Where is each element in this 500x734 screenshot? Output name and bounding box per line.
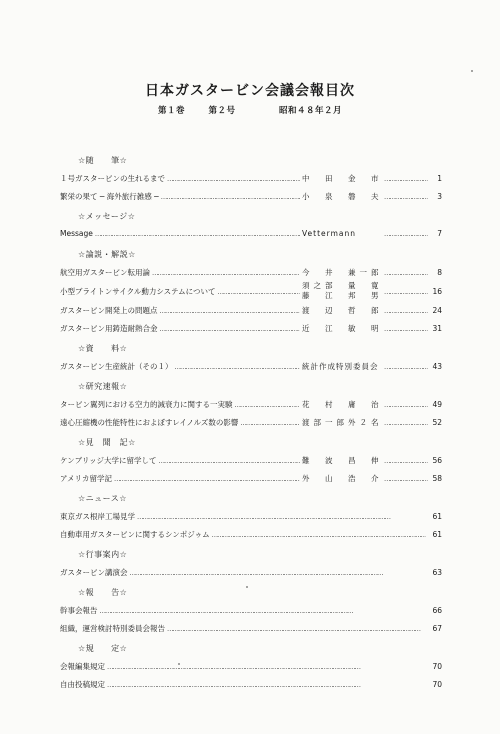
toc-entry: [56, 605, 442, 616]
page-title: 日本ガスタービン会議会報目次: [145, 83, 355, 99]
entry-author: 近 江 敏 明: [302, 324, 383, 333]
entry-author: [302, 281, 384, 301]
toc-entry: [56, 679, 442, 690]
entry-title: 航空用ガスタービン転用論: [60, 268, 150, 277]
entry-title: 自由投稿規定: [60, 680, 105, 689]
section-heading: ☆随 筆☆: [78, 156, 128, 165]
leader-dots: [159, 456, 300, 465]
toc-entry: [56, 229, 442, 238]
toc-entry: [56, 473, 442, 484]
leader-dots: [384, 229, 428, 238]
entry-title: ケンブリッジ大学に留学して: [60, 456, 157, 465]
entry-title: 小型ブライトンサイクル動力システムについて: [60, 286, 216, 296]
section-heading: ☆論説・解説☆: [78, 250, 136, 259]
entry-title: 会報編集規定: [60, 662, 105, 671]
leader-dots: [152, 268, 300, 277]
toc-entry: [56, 529, 442, 540]
leader-dots: [384, 268, 428, 277]
entry-author: 中 田 金 市: [302, 174, 383, 183]
entry-page-number: 3: [437, 192, 442, 201]
entry-title: タービン翼列における空力的減衰力に関する一実験: [60, 400, 233, 409]
entry-page-number: 66: [432, 606, 442, 615]
section-heading: ☆メッセージ☆: [78, 212, 136, 221]
entry-page-number: 70: [432, 662, 442, 671]
leader-dots: [114, 474, 300, 483]
entry-page-number: 63: [432, 568, 442, 577]
issue-info: [0, 104, 500, 116]
entry-page-number: 31: [432, 324, 442, 333]
toc-entry: [56, 399, 442, 410]
entry-title: 繁栄の果て ─ 海外旅行雑感 ─: [60, 192, 159, 201]
leader-dots: [384, 174, 428, 183]
entry-author-2: 藤 江 邦 男: [302, 291, 383, 300]
leader-dots: [160, 324, 301, 333]
entry-page-number: 56: [432, 456, 442, 465]
issue-date: 昭和４８年２月: [278, 106, 342, 116]
entry-page-number: 67: [432, 624, 442, 633]
leader-dots: [95, 229, 300, 238]
toc-entry: [56, 305, 442, 316]
issue-number: 第２号: [208, 106, 236, 116]
entry-title: ガスタービン開発上の問題点: [60, 306, 158, 315]
entry-page-number: 1: [437, 174, 442, 183]
toc-entry: [56, 361, 442, 372]
entry-author: Vettermann: [302, 229, 357, 238]
leader-dots: [100, 606, 427, 615]
leader-dots: [212, 530, 426, 539]
speck-mark: [246, 586, 248, 588]
entry-page-number: 8: [437, 268, 442, 277]
entry-page-number: 61: [432, 530, 442, 539]
toc-entry: [56, 661, 442, 672]
toc-entry: [56, 191, 442, 202]
leader-dots: [384, 287, 428, 296]
leader-dots: [384, 400, 428, 409]
section-heading: ☆ニュース☆: [78, 494, 127, 503]
toc-entry: [56, 455, 442, 466]
entry-title: １号ガスタービンの生れるまで: [60, 174, 165, 183]
section-heading: ☆行事案内☆: [78, 550, 128, 559]
entry-author: 小 泉 磐 夫: [302, 192, 383, 201]
entry-page-number: 61: [432, 512, 442, 521]
entry-title: ガスタービン用鋳造耐熱合金: [60, 324, 158, 333]
entry-title: アメリカ留学記: [60, 474, 112, 483]
entry-author: 今 井 兼一郎: [302, 268, 383, 277]
leader-dots: [384, 474, 428, 483]
speck-mark: [471, 70, 473, 72]
leader-dots: [240, 418, 300, 427]
entry-page-number: 49: [432, 400, 442, 409]
leader-dots: [161, 192, 300, 201]
leader-dots: [384, 362, 428, 371]
entry-page-number: 16: [432, 286, 442, 296]
entry-author: 難 波 昌 伸: [302, 456, 383, 465]
entry-page-number: 58: [432, 474, 442, 483]
leader-dots: [107, 662, 426, 671]
entry-page-number: 52: [432, 418, 442, 427]
entry-title: 東京ガス根岸工場見学: [60, 512, 135, 521]
leader-dots: [160, 306, 301, 315]
toc-entry: [56, 511, 442, 522]
section-heading: ☆見 聞 記☆: [78, 438, 136, 447]
entry-title: ガスタービン講演会: [60, 568, 128, 577]
toc-entry: [56, 267, 442, 278]
entry-title: 自動車用ガスタービンに関するシンポジゥム: [60, 530, 210, 539]
toc-entry: [56, 417, 442, 428]
leader-dots: [107, 680, 426, 689]
entry-page-number: 24: [432, 306, 442, 315]
toc-entry: [56, 623, 442, 634]
entry-author-1: 須之部 量 寛: [302, 281, 383, 290]
leader-dots: [384, 418, 428, 427]
leader-dots: [384, 192, 428, 201]
leader-dots: [384, 456, 428, 465]
entry-page-number: 70: [432, 680, 442, 689]
entry-author: 統計作成特別委員会: [302, 362, 379, 371]
entry-title: Message: [60, 229, 93, 238]
section-heading: ☆資 料☆: [78, 344, 128, 353]
entry-page-number: 43: [432, 362, 442, 371]
issue-volume: 第１巻: [158, 106, 186, 116]
leader-dots: [384, 324, 428, 333]
entry-title: 幹事会報告: [60, 606, 98, 615]
entry-author: 渡部一郎外２名: [302, 418, 383, 427]
entry-title: ガスタービン生産統計（その１）: [60, 362, 173, 371]
entry-author: 花 村 庸 治: [302, 400, 383, 409]
leader-dots: [167, 624, 426, 633]
entry-title: 組織，運営検討特別委員会報告: [60, 624, 165, 633]
leader-dots: [137, 512, 426, 521]
leader-dots: [217, 287, 300, 296]
toc-entry: [56, 173, 442, 184]
section-heading: ☆研究速報☆: [78, 382, 128, 391]
toc-entry: [56, 323, 442, 334]
entry-author: 渡 辺 哲 郎: [302, 306, 383, 315]
leader-dots: [130, 568, 427, 577]
speck-mark: [178, 663, 180, 665]
toc-entry: [56, 281, 442, 301]
entry-author: 外 山 浩 介: [302, 474, 383, 483]
entry-page-number: 7: [437, 229, 442, 238]
section-heading: ☆規 定☆: [78, 644, 128, 653]
leader-dots: [167, 174, 300, 183]
toc-entry: [56, 567, 442, 578]
leader-dots: [384, 306, 428, 315]
section-heading: ☆報 告☆: [78, 588, 128, 597]
leader-dots: [235, 400, 301, 409]
entry-title: 遠心圧縮機の性能特性におよぼすレイノルズ数の影響: [60, 418, 239, 427]
leader-dots: [175, 362, 301, 371]
